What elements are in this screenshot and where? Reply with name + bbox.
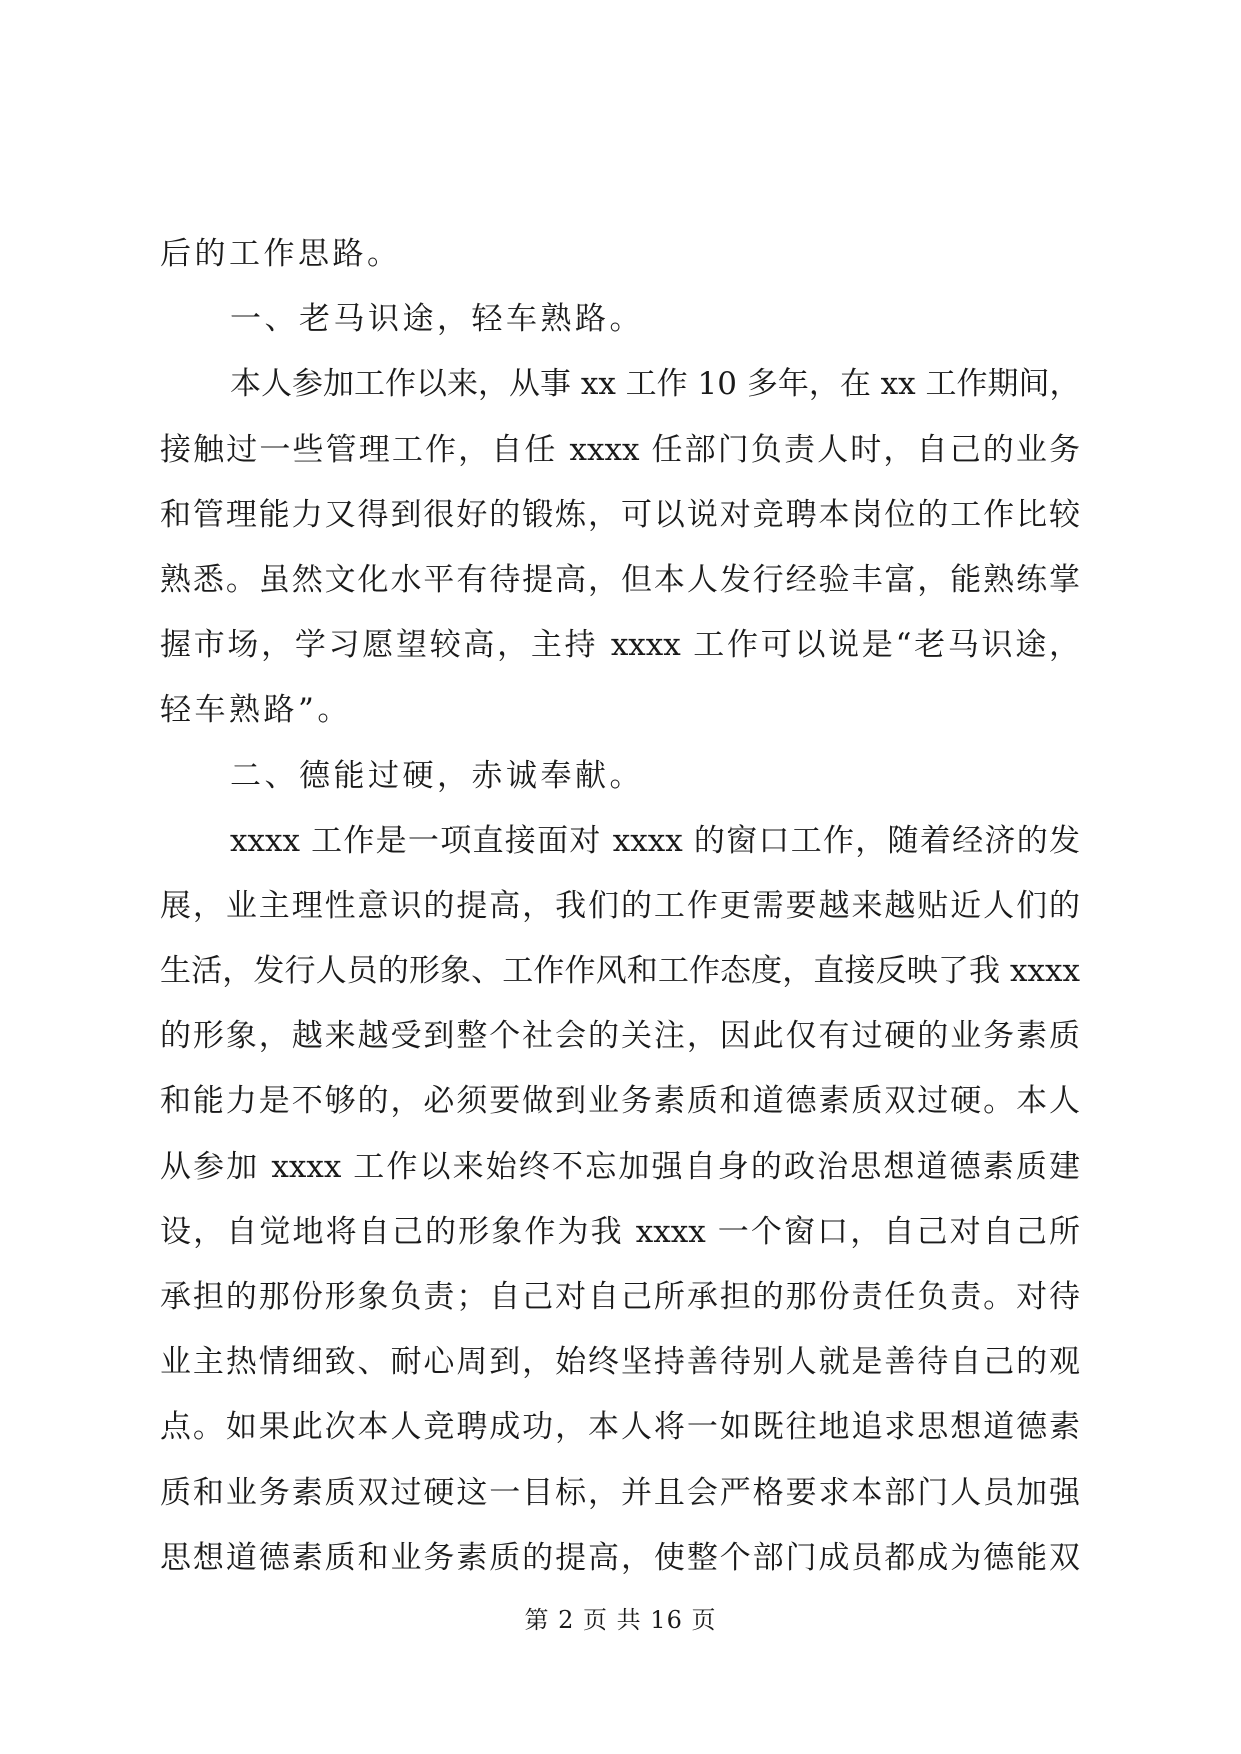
text-line: 的形象，越来越受到整个社会的关注，因此仅有过硬的业务素质 <box>160 1018 1080 1055</box>
text-line: 轻车熟路”。 <box>160 692 352 729</box>
page-footer: 第 2 页 共 16 页 <box>524 1606 717 1634</box>
text-line: 承担的那份形象负责；自己对自己所承担的那份责任负责。对待 <box>160 1279 1080 1315</box>
text-line: 展，业主理性意识的提高，我们的工作更需要越来越贴近人们的 <box>160 887 1080 924</box>
text-line: 生活，发行人员的形象、工作作风和工作态度，直接反映了我 xxxx <box>160 953 1080 990</box>
text-line: 和能力是不够的，必须要做到业务素质和道德素质双过硬。本人 <box>160 1083 1080 1120</box>
text-line: 后的工作思路。 <box>160 236 402 272</box>
text-line: 质和业务素质双过硬这一目标，并且会严格要求本部门人员加强 <box>160 1474 1080 1511</box>
text-line: 二、德能过硬，赤诚奉献。 <box>230 757 644 794</box>
document-body <box>160 222 1080 1591</box>
text-line: 握市场，学习愿望较高，主持 xxxx 工作可以说是“老马识途， <box>160 627 1080 664</box>
text-line: 接触过一些管理工作，自任 xxxx 任部门负责人时，自己的业务 <box>160 431 1080 468</box>
text-line: 和管理能力又得到很好的锻炼，可以说对竞聘本岗位的工作比较 <box>160 496 1080 533</box>
text-line: 本人参加工作以来，从事 xx 工作 10 多年，在 xx 工作期间， <box>230 366 1081 403</box>
text-line: 点。如果此次本人竞聘成功，本人将一如既往地追求思想道德素 <box>160 1409 1080 1446</box>
text-line: 一、老马识途，轻车熟路。 <box>230 301 644 338</box>
text-line: 思想道德素质和业务素质的提高，使整个部门成员都成为德能双 <box>160 1539 1080 1576</box>
text-line: 业主热情细致、耐心周到，始终坚持善待别人就是善待自己的观 <box>160 1344 1080 1381</box>
text-line: 熟悉。虽然文化水平有待提高，但本人发行经验丰富，能熟练掌 <box>160 561 1080 598</box>
text-line: xxxx 工作是一项直接面对 xxxx 的窗口工作，随着经济的发 <box>230 822 1080 859</box>
text-line: 从参加 xxxx 工作以来始终不忘加强自身的政治思想道德素质建 <box>160 1148 1080 1185</box>
text-line: 设，自觉地将自己的形象作为我 xxxx 一个窗口，自己对自己所 <box>160 1213 1080 1250</box>
